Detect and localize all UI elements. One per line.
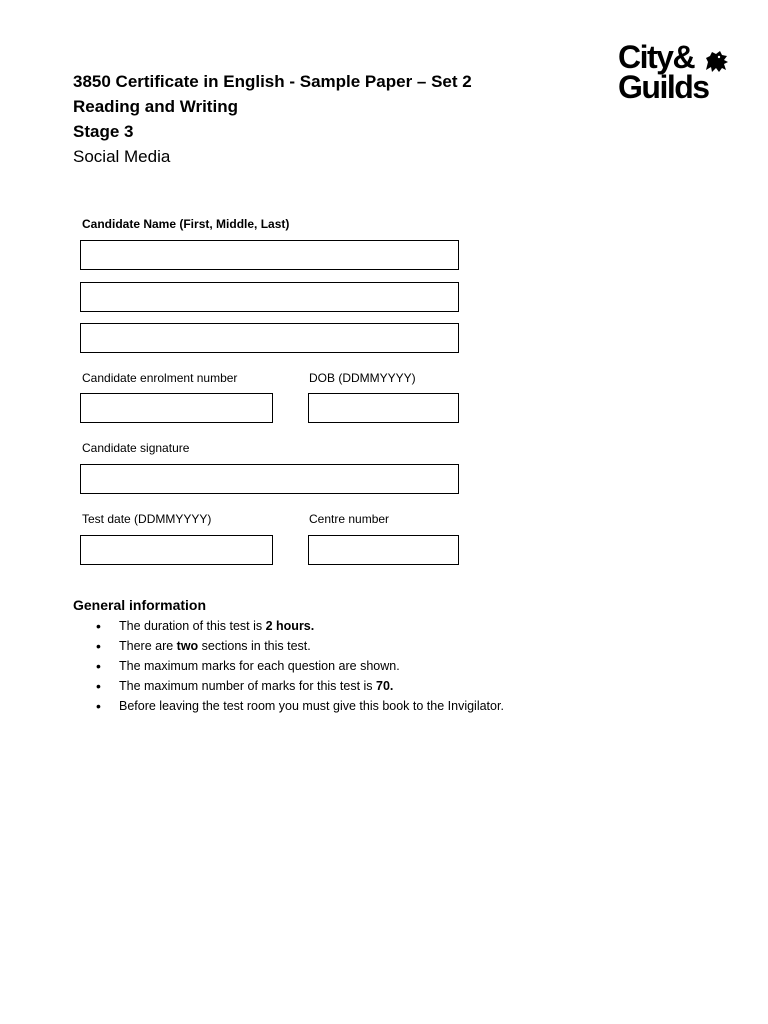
- list-item: • Before leaving the test room you must give this book to the Invigilator.: [96, 696, 504, 716]
- test-date-field[interactable]: [80, 535, 273, 565]
- paper-title: 3850 Certificate in English - Sample Paper – Set 2: [73, 72, 472, 91]
- list-item: • The duration of this test is 2 hours.: [96, 616, 504, 636]
- general-info-list: [96, 616, 504, 716]
- lion-icon: [702, 48, 730, 76]
- candidate-name-label: Candidate Name (First, Middle, Last): [82, 217, 290, 231]
- list-item: • The maximum marks for each question are shown.: [96, 656, 504, 676]
- centre-number-label: Centre number: [309, 512, 390, 526]
- test-date-label: Test date (DDMMYYYY): [82, 512, 212, 526]
- candidate-name-first-field[interactable]: [80, 240, 459, 270]
- enrolment-number-field[interactable]: [80, 393, 273, 423]
- general-info-heading: General information: [73, 597, 207, 613]
- logo-guilds-text: Guilds: [618, 69, 709, 105]
- list-item: • The maximum number of marks for this test is 70.: [96, 676, 504, 696]
- title-block: [73, 69, 472, 169]
- signature-field[interactable]: [80, 464, 459, 494]
- paper-stage: Stage 3: [73, 122, 134, 141]
- list-item: • There are two sections in this test.: [96, 636, 504, 656]
- paper-component: Reading and Writing: [73, 97, 238, 116]
- centre-number-field[interactable]: [308, 535, 459, 565]
- signature-label: Candidate signature: [82, 441, 190, 455]
- logo-ampersand: &: [672, 39, 695, 75]
- city-guilds-logo: [618, 39, 730, 114]
- enrolment-number-label: Candidate enrolment number: [82, 371, 238, 385]
- candidate-name-last-field[interactable]: [80, 323, 459, 353]
- candidate-name-middle-field[interactable]: [80, 282, 459, 312]
- logo-city-text: City: [618, 39, 673, 75]
- dob-field[interactable]: [308, 393, 459, 423]
- dob-label: DOB (DDMMYYYY): [309, 371, 416, 385]
- paper-topic: Social Media: [73, 147, 171, 166]
